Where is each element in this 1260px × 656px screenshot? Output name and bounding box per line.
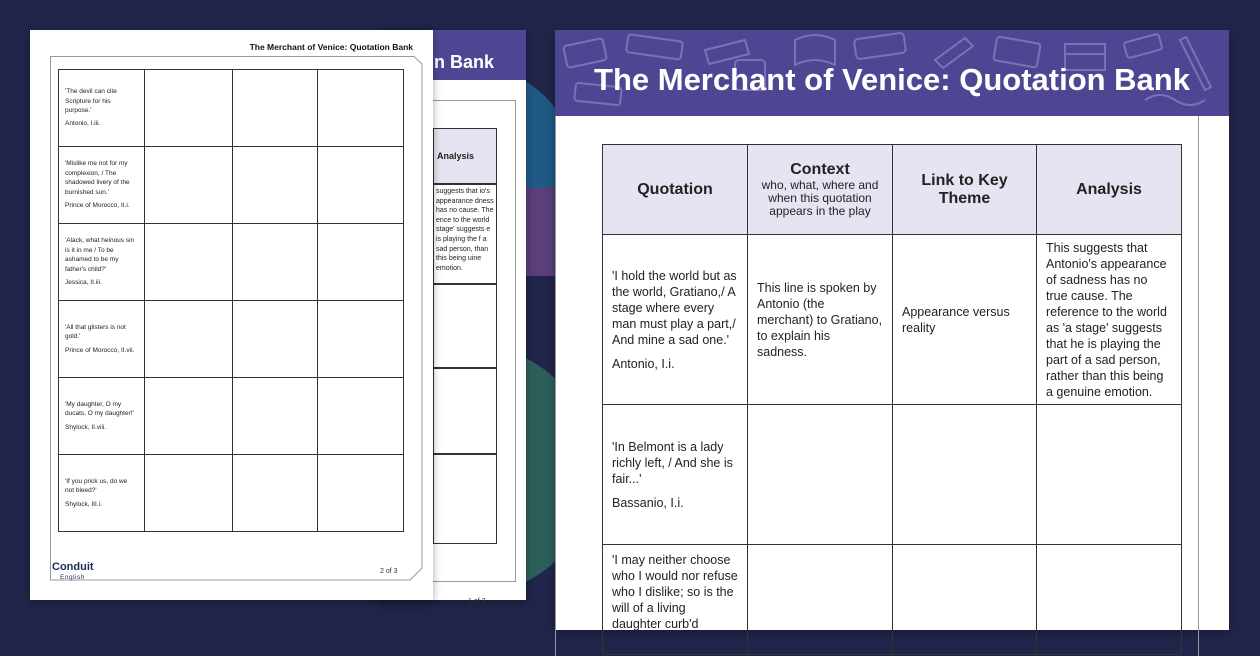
table-row bbox=[603, 545, 1182, 655]
quote-cell bbox=[603, 405, 748, 545]
theme-cell: Appearance versus reality bbox=[893, 235, 1037, 405]
quote-text: 'In Belmont is a lady richly left, / And she is fair...' bbox=[612, 439, 733, 486]
context-cell bbox=[145, 301, 233, 378]
analysis-cell bbox=[318, 224, 404, 301]
quotation-table bbox=[58, 69, 404, 532]
table-row bbox=[59, 147, 404, 224]
header-link: Link to Key Theme bbox=[893, 145, 1037, 235]
brand-subtitle: English bbox=[60, 574, 85, 581]
page-header: The Merchant of Venice: Quotation Bank bbox=[249, 42, 413, 52]
quotation-table bbox=[602, 144, 1182, 655]
quote-cell bbox=[603, 235, 748, 405]
theme-cell bbox=[233, 301, 318, 378]
analysis-cell bbox=[1037, 545, 1182, 655]
quote-text: 'Alack, what heinous sin is it in me / To be ashamed to be my father's child?' bbox=[65, 237, 135, 273]
header-analysis: Analysis bbox=[1037, 145, 1182, 235]
header-quotation: Quotation bbox=[603, 145, 748, 235]
quote-text: 'I may neither choose who I would nor refuse who I dislike; so is the will of a living daughter curb'd bbox=[612, 553, 738, 631]
page-number: 2 of 3 bbox=[380, 568, 398, 575]
analysis-cell bbox=[318, 301, 404, 378]
header-context-sub: who, what, where and when this quotation appears in the play bbox=[761, 178, 879, 218]
context-cell bbox=[748, 545, 893, 655]
worksheet-page-enlarged bbox=[555, 30, 1229, 630]
header-context bbox=[748, 145, 893, 235]
table-row bbox=[59, 378, 404, 455]
title-banner bbox=[555, 30, 1229, 116]
context-cell bbox=[145, 378, 233, 455]
page-number: 1 of 3 bbox=[468, 598, 486, 605]
analysis-cell bbox=[318, 455, 404, 532]
context-cell bbox=[748, 405, 893, 545]
theme-cell bbox=[233, 70, 318, 147]
analysis-cell bbox=[1037, 405, 1182, 545]
quote-text: 'All that glisters is not gold.' bbox=[65, 323, 126, 341]
quote-source: Bassanio, I.i. bbox=[612, 495, 684, 510]
theme-cell bbox=[893, 405, 1037, 545]
quote-cell bbox=[59, 70, 145, 147]
quote-text: 'I hold the world but as the world, Gratiano,/ A stage where every man must play a part,/ And mine a sad one.' bbox=[612, 268, 737, 347]
quote-source: Shylock, II.viii. bbox=[65, 423, 107, 431]
table-header-row bbox=[603, 145, 1182, 235]
quote-cell bbox=[59, 455, 145, 532]
quote-source: Prince of Morocco, II.i. bbox=[65, 202, 130, 210]
context-cell bbox=[145, 224, 233, 301]
table-row bbox=[59, 224, 404, 301]
quote-text: 'If you prick us, do we not bleed?' bbox=[65, 477, 128, 495]
quote-cell bbox=[59, 224, 145, 301]
analysis-cell: This suggests that Antonio's appearance of sadness has no true cause. The reference to the world as 'a stage' suggests that he is playing the part of a sad person, rather than this being a genuine emotion. bbox=[1037, 235, 1182, 405]
theme-cell bbox=[233, 224, 318, 301]
theme-cell bbox=[233, 378, 318, 455]
quote-source: Antonio, I.i. bbox=[612, 356, 675, 371]
page-title: The Merchant of Venice: Quotation Bank bbox=[594, 62, 1190, 97]
context-cell bbox=[145, 455, 233, 532]
analysis-header: Analysis bbox=[433, 128, 497, 184]
table-row bbox=[603, 235, 1182, 405]
analysis-cell bbox=[318, 378, 404, 455]
analysis-cell bbox=[318, 147, 404, 224]
theme-cell bbox=[233, 147, 318, 224]
quote-cell bbox=[603, 545, 748, 655]
theme-cell bbox=[893, 545, 1037, 655]
header-context-label: Context bbox=[790, 161, 850, 178]
context-cell bbox=[145, 147, 233, 224]
theme-cell bbox=[233, 455, 318, 532]
quote-cell bbox=[59, 378, 145, 455]
quote-cell bbox=[59, 147, 145, 224]
context-cell: This line is spoken by Antonio (the merchant) to Gratiano, to explain his sadness. bbox=[748, 235, 893, 405]
worksheet-page-2 bbox=[30, 30, 433, 600]
quote-source: Antonio, I.iii. bbox=[65, 120, 101, 128]
table-row bbox=[59, 455, 404, 532]
context-cell bbox=[145, 70, 233, 147]
analysis-cell: suggests that io's appearance dness has no cause. The ence to the world stage' suggests e is playing the f a sad person, than this being uine emotion. bbox=[433, 184, 497, 284]
analysis-cell bbox=[318, 70, 404, 147]
quote-text: 'My daughter, O my ducats, O my daughter!' bbox=[65, 400, 134, 418]
table-row bbox=[59, 70, 404, 147]
quote-source: Shylock, III.i. bbox=[65, 500, 102, 508]
quote-source: Jessica, II.iii. bbox=[65, 279, 102, 287]
quote-source: Prince of Morocco, II.vii. bbox=[65, 346, 135, 354]
brand-logo: Conduit bbox=[52, 561, 94, 573]
table-row bbox=[59, 301, 404, 378]
quote-cell bbox=[59, 301, 145, 378]
quote-text: 'Mislike me not for my complexion, / The shadowed livery of the burnished sun.' bbox=[65, 160, 130, 196]
page-title-fragment: n Bank bbox=[434, 52, 495, 72]
table-row bbox=[603, 405, 1182, 545]
quote-text: 'The devil can cite Scripture for his purpose.' bbox=[65, 88, 117, 114]
